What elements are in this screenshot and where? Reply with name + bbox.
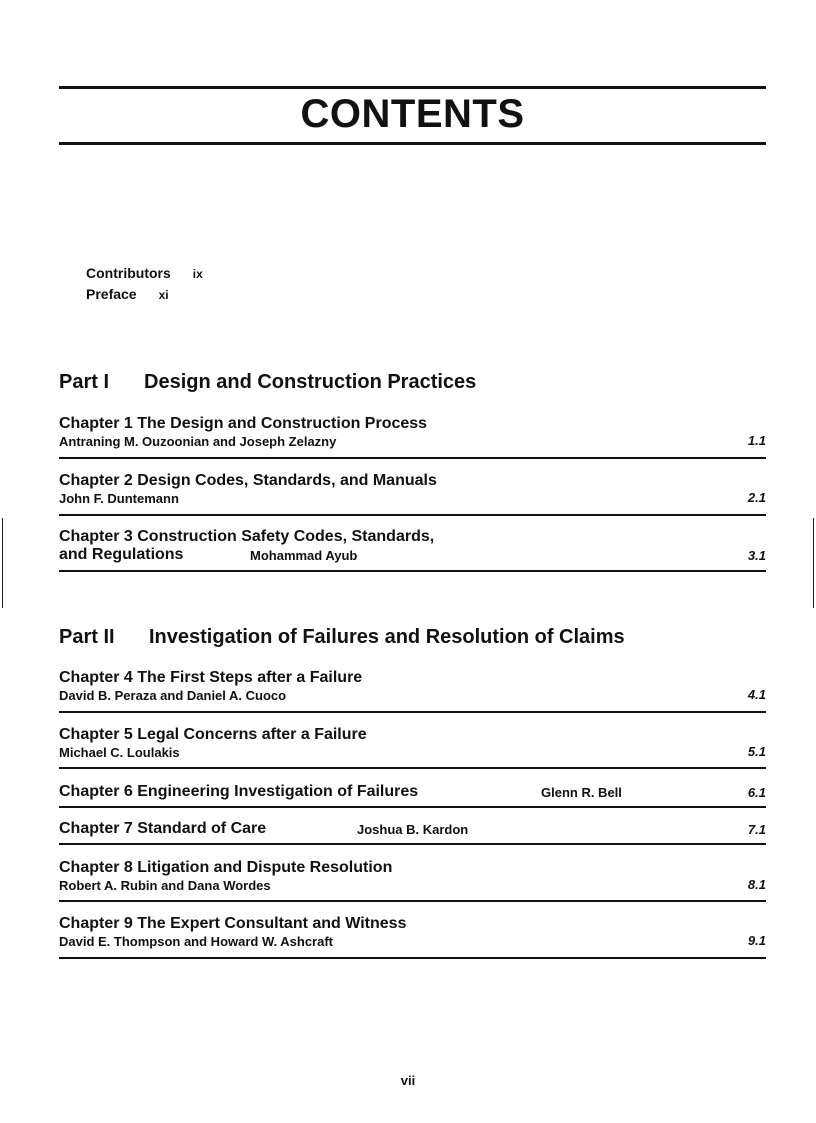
scan-edge-left bbox=[2, 518, 3, 608]
chapter-title: Chapter 6 Engineering Investigation of Failures bbox=[59, 783, 419, 800]
chapter-authors: Joshua B. Kardon bbox=[357, 822, 469, 837]
chapter-divider bbox=[59, 806, 766, 808]
chapter-entry-9[interactable] bbox=[59, 915, 766, 951]
chapter-entry-7[interactable] bbox=[59, 820, 766, 838]
chapter-title: Chapter 8 Litigation and Dispute Resolution bbox=[59, 859, 393, 876]
chapter-authors: David E. Thompson and Howard W. Ashcraft bbox=[59, 934, 333, 949]
scan-edge-right bbox=[813, 518, 814, 608]
chapter-entry-1[interactable] bbox=[59, 415, 766, 451]
page-title: CONTENTS bbox=[300, 92, 525, 136]
chapter-page: 8.1 bbox=[747, 877, 766, 892]
chapter-authors: Michael C. Loulakis bbox=[59, 745, 180, 760]
chapter-divider bbox=[59, 711, 766, 713]
chapter-title: Chapter 7 Standard of Care bbox=[59, 820, 267, 837]
chapter-divider bbox=[59, 514, 766, 516]
part-title: Design and Construction Practices bbox=[144, 371, 477, 393]
chapter-title: Chapter 3 Construction Safety Codes, Standards, bbox=[59, 528, 435, 545]
chapter-authors: Mohammad Ayub bbox=[250, 548, 358, 563]
chapter-title: Chapter 5 Legal Concerns after a Failure bbox=[59, 726, 367, 743]
chapter-page: 1.1 bbox=[747, 433, 766, 448]
chapter-divider bbox=[59, 900, 766, 902]
chapter-divider bbox=[59, 767, 766, 769]
chapter-entry-8[interactable] bbox=[59, 859, 766, 895]
front-matter-preface[interactable] bbox=[86, 286, 169, 302]
title-top-rule bbox=[59, 86, 766, 89]
chapter-page: 9.1 bbox=[747, 933, 766, 948]
chapter-title: Chapter 9 The Expert Consultant and Witness bbox=[59, 915, 407, 932]
page-number: vii bbox=[400, 1073, 416, 1088]
chapter-authors: Antraning M. Ouzoonian and Joseph Zelazny bbox=[59, 434, 337, 449]
chapter-page: 4.1 bbox=[747, 687, 766, 702]
chapter-authors: David B. Peraza and Daniel A. Cuoco bbox=[59, 688, 287, 703]
chapter-entry-3[interactable] bbox=[59, 528, 766, 564]
front-matter-page: xi bbox=[158, 288, 169, 302]
chapter-title: Chapter 2 Design Codes, Standards, and Manuals bbox=[59, 472, 437, 489]
title-bottom-rule bbox=[59, 142, 766, 145]
front-matter-page: ix bbox=[192, 267, 203, 281]
chapter-page: 7.1 bbox=[747, 822, 766, 837]
chapter-divider bbox=[59, 843, 766, 845]
part-title: Investigation of Failures and Resolution of Claims bbox=[149, 626, 625, 648]
chapter-divider bbox=[59, 570, 766, 572]
chapter-authors: John F. Duntemann bbox=[59, 491, 179, 506]
chapter-authors: Glenn R. Bell bbox=[541, 785, 622, 800]
part-number: Part II bbox=[59, 626, 115, 648]
chapter-title: Chapter 4 The First Steps after a Failure bbox=[59, 669, 363, 686]
chapter-title: Chapter 1 The Design and Construction Process bbox=[59, 415, 428, 432]
chapter-entry-2[interactable] bbox=[59, 472, 766, 508]
chapter-page: 5.1 bbox=[747, 744, 766, 759]
part-heading-2 bbox=[59, 626, 625, 649]
chapter-page: 3.1 bbox=[747, 548, 766, 563]
chapter-entry-6[interactable] bbox=[59, 783, 766, 801]
front-matter-label: Preface bbox=[86, 286, 137, 302]
front-matter-label: Contributors bbox=[86, 265, 171, 281]
chapter-divider bbox=[59, 457, 766, 459]
chapter-entry-4[interactable] bbox=[59, 669, 766, 705]
part-number: Part I bbox=[59, 371, 110, 393]
chapter-entry-5[interactable] bbox=[59, 726, 766, 762]
front-matter-contributors[interactable] bbox=[86, 265, 203, 281]
chapter-page: 2.1 bbox=[747, 490, 766, 505]
chapter-title-continued: and Regulations bbox=[59, 546, 184, 563]
chapter-authors: Robert A. Rubin and Dana Wordes bbox=[59, 878, 271, 893]
part-heading-1 bbox=[59, 371, 476, 394]
chapter-page: 6.1 bbox=[747, 785, 766, 800]
chapter-divider bbox=[59, 957, 766, 959]
